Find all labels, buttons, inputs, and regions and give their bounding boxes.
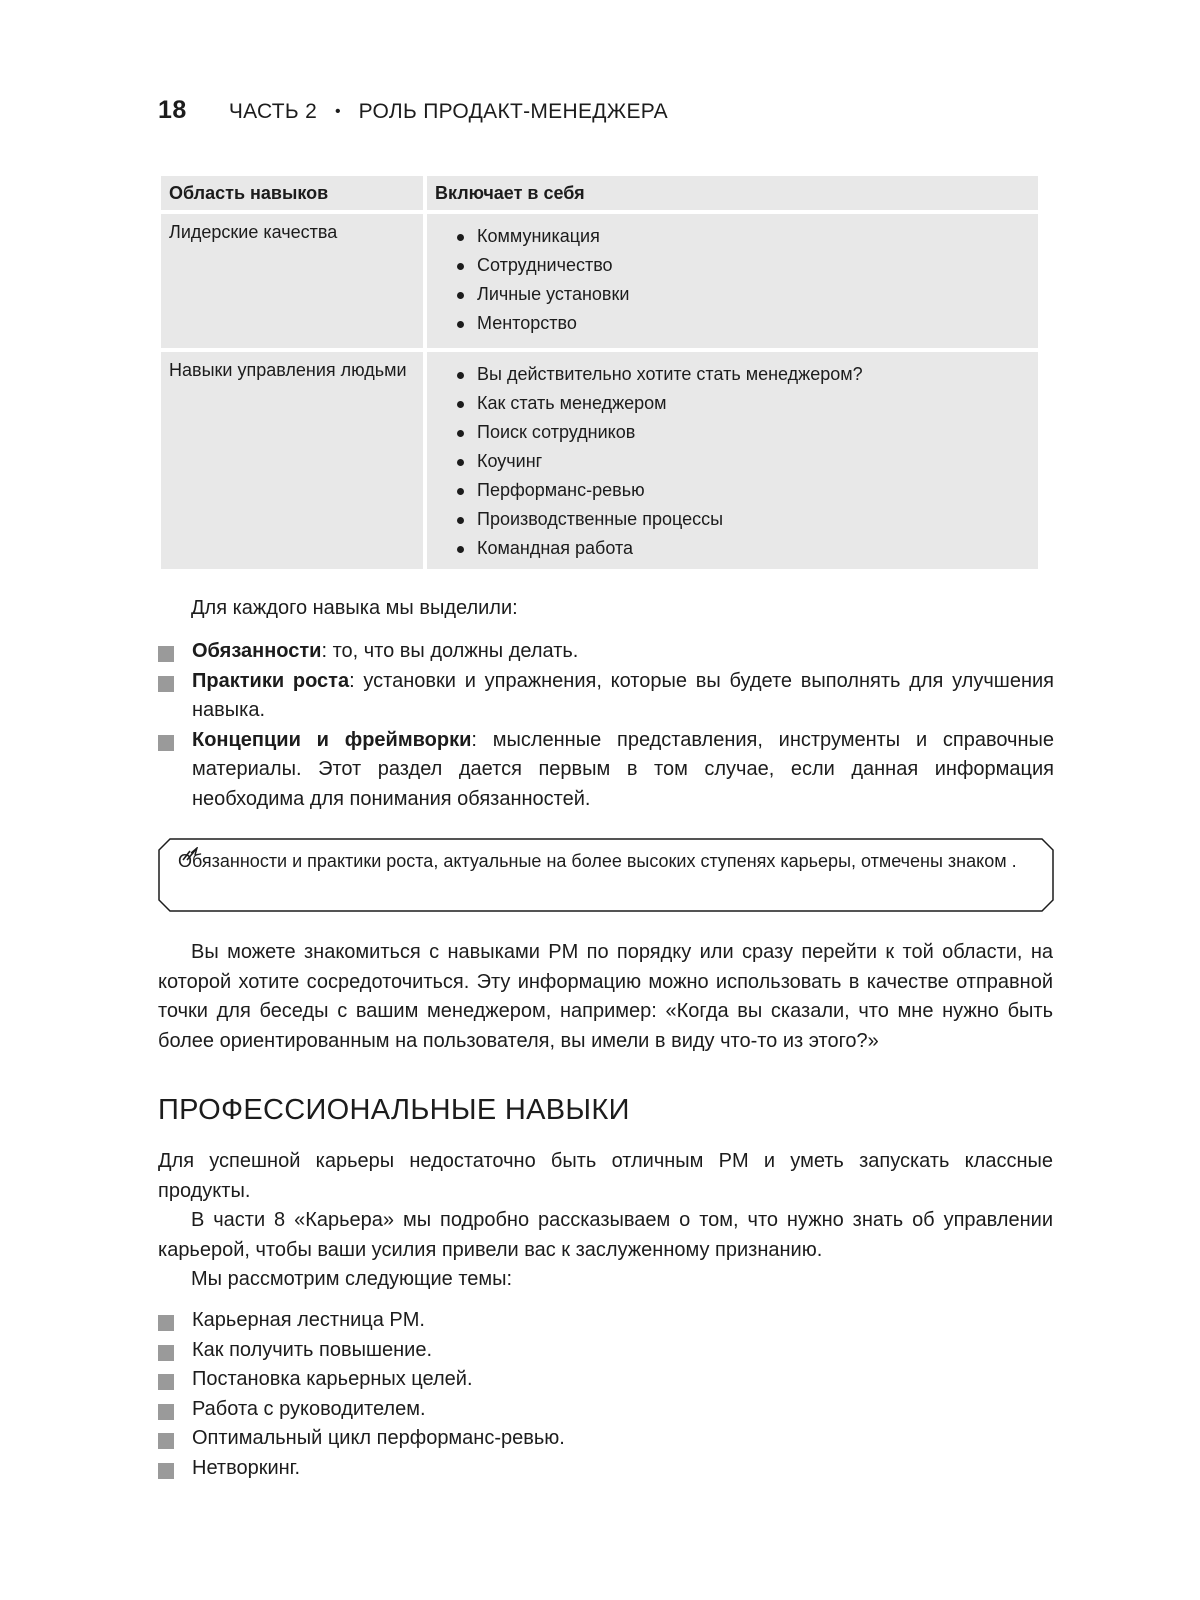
definition-text: : то, что вы должны делать.: [321, 640, 579, 662]
definition-text: : мысленные представления, инструменты и справочные материалы. Этот раздел дается первым в том случае, если данная информация необходима для понимания обязанностей.: [192, 728, 1054, 810]
list-item: Сотрудничество: [455, 251, 1030, 280]
note-text: [178, 847, 1036, 875]
list-item: Производственные процессы: [455, 505, 1030, 534]
running-header: [158, 96, 668, 126]
page-number: 18: [158, 96, 187, 124]
skill-items-list: [435, 222, 1030, 338]
list-item: Перформанс-ревью: [455, 476, 1030, 505]
list-item: Как стать менеджером: [455, 389, 1030, 418]
table-row: [161, 352, 1038, 569]
column-header-area: Область навыков: [161, 176, 423, 210]
list-item: Постановка карьерных целей.: [158, 1365, 1053, 1395]
table-header-row: [161, 176, 1038, 210]
section-paragraph: Для успешной карьеры недостаточно быть отличным PM и уметь запускать классные продукты.: [158, 1150, 1053, 1202]
table-row: [161, 214, 1038, 348]
note-body: Обязанности и практики роста, актуальные на более высоких ступенях карьеры, отмечены знаком: [178, 851, 1007, 871]
section-paragraph: Мы рассмотрим следующие темы:: [191, 1268, 513, 1290]
skill-area-cell: Навыки управления людьми: [161, 352, 423, 569]
column-header-includes: Включает в себя: [427, 176, 1038, 210]
header-separator: •: [335, 103, 341, 120]
section-paragraph: В части 8 «Карьера» мы подробно рассказываем о том, что нужно знать об управлении карьерой, чтобы ваши усилия привели вас к заслуженному признанию.: [158, 1209, 1053, 1261]
definition-list: [158, 637, 1054, 814]
chapter-title: РОЛЬ ПРОДАКТ-МЕНЕДЖЕРА: [358, 100, 668, 123]
note-end: .: [1011, 851, 1017, 871]
list-item: Менторство: [455, 309, 1030, 338]
definition-term: Обязанности: [192, 640, 322, 662]
intro-text: Для каждого навыка мы выделили:: [191, 597, 518, 619]
skill-items-list: [435, 360, 1030, 563]
skill-items-cell: [427, 214, 1038, 348]
list-item: Нетворкинг.: [158, 1454, 1053, 1484]
list-item: Личные установки: [455, 280, 1030, 309]
list-item: Коучинг: [455, 447, 1030, 476]
list-item: Коммуникация: [455, 222, 1030, 251]
skill-area-cell: Лидерские качества: [161, 214, 423, 348]
growth-mark-icon: [182, 847, 198, 861]
skill-items-cell: [427, 352, 1038, 569]
note-box: [158, 838, 1054, 912]
list-item: Оптимальный цикл перформанс-ревью.: [158, 1424, 1053, 1454]
definition-term: Концепции и фреймворки: [192, 728, 472, 751]
list-item: [158, 726, 1054, 815]
list-item: Как получить повышение.: [158, 1336, 1053, 1366]
definition-term: Практики роста: [192, 669, 350, 692]
topics-list: [158, 1306, 1053, 1483]
part-label: ЧАСТЬ 2: [228, 100, 318, 123]
list-item: Работа с руководителем.: [158, 1395, 1053, 1425]
list-item: [158, 637, 1054, 667]
list-item: Поиск сотрудников: [455, 418, 1030, 447]
list-item: Карьерная лестница PM.: [158, 1306, 1053, 1336]
list-item: Вы действительно хотите стать менеджером?: [455, 360, 1030, 389]
list-item: [158, 667, 1054, 726]
skills-table: [157, 172, 1042, 573]
navigation-paragraph: Вы можете знакомиться с навыками PM по порядку или сразу перейти к той области, на которой хотите сосредоточиться. Эту информацию можно использовать в качестве отправной точки для беседы с вашим менеджером, например: «Когда вы сказали, что мне нужно быть более ориентированным на пользователя, вы имели в виду что-то из этого?»: [158, 941, 1053, 1052]
list-item: Командная работа: [455, 534, 1030, 563]
section-heading: ПРОФЕССИОНАЛЬНЫЕ НАВЫКИ: [158, 1094, 630, 1126]
definition-text: : установки и упражнения, которые вы будете выполнять для улучшения навыка.: [192, 669, 1054, 721]
